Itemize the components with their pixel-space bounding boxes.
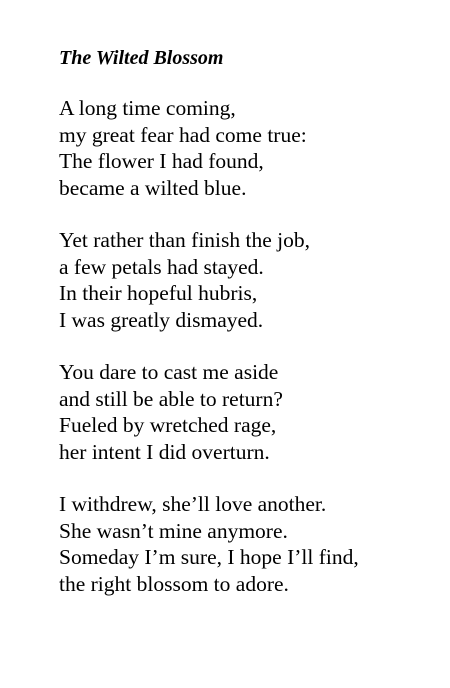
poem-line: In their hopeful hubris, — [59, 281, 258, 305]
poem-line: became a wilted blue. — [59, 175, 247, 200]
stanza-1 — [59, 95, 439, 201]
poem-line: Fueled by wretched rage, — [59, 413, 277, 437]
stanza-4 — [59, 491, 439, 597]
poem-line: Yet rather than finish the job, — [59, 228, 310, 252]
poem-line: and still be able to return? — [59, 386, 283, 411]
poem-line: You dare to cast me aside — [59, 360, 279, 384]
poem-line: my great fear had come true: — [59, 122, 307, 147]
poem-line: her intent I did overturn. — [59, 439, 270, 464]
poem-line: She wasn’t mine anymore. — [59, 518, 288, 543]
poem-line: Someday I’m sure, I hope I’ll find, — [59, 545, 359, 569]
poem-line: A long time coming, — [59, 96, 236, 120]
poem-line: a few petals had stayed. — [59, 254, 264, 279]
poem-title: The Wilted Blossom — [59, 47, 224, 69]
poem-line: The flower I had found, — [59, 149, 264, 173]
stanza-3 — [59, 359, 439, 465]
poem — [59, 44, 439, 623]
poem-line: I withdrew, she’ll love another. — [59, 492, 327, 516]
poem-line: I was greatly dismayed. — [59, 307, 264, 332]
stanza-2 — [59, 227, 439, 333]
poem-line: the right blossom to adore. — [59, 571, 289, 596]
